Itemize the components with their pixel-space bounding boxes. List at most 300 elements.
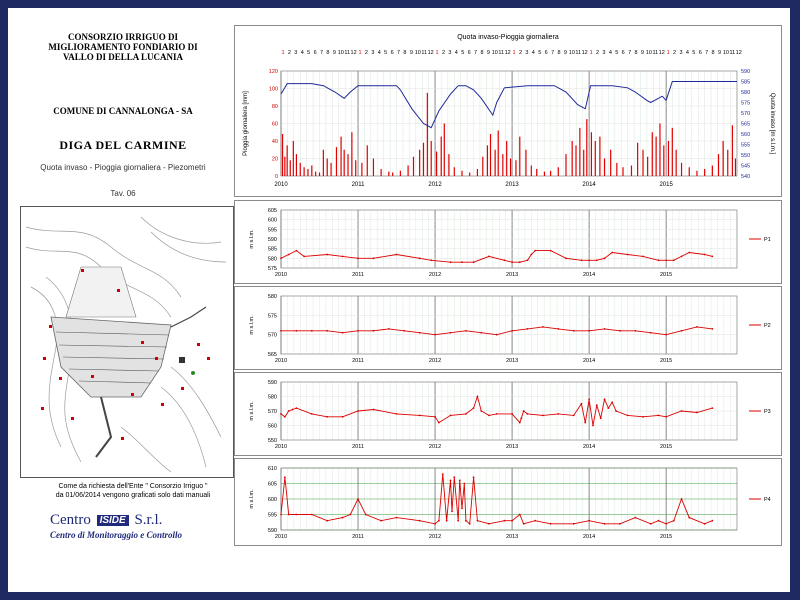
piezometer-point (365, 514, 367, 516)
rain-bar (544, 172, 545, 176)
piezometer-point (459, 480, 461, 482)
piezometer-point (326, 416, 328, 418)
panel-piezometer-p1 (234, 200, 782, 284)
piezometer-point (296, 250, 298, 252)
piezometer-point (438, 520, 440, 522)
year-tick-label: 2015 (660, 272, 673, 278)
piezometer-point (534, 250, 536, 252)
piezometer-point (542, 326, 544, 328)
month-tick-label: 11 (652, 50, 659, 56)
piezometer-point (611, 252, 613, 254)
month-tick-label: 8 (634, 50, 638, 56)
month-tick-label: 8 (480, 50, 484, 56)
piezometer-point (430, 259, 432, 261)
y-tick-label: 580 (267, 394, 277, 401)
piezometer-point (588, 399, 590, 401)
piezometer-point (619, 330, 621, 332)
year-tick-label: 2015 (660, 358, 673, 364)
year-tick-label: 2014 (582, 182, 596, 188)
rain-bar (558, 167, 559, 176)
piezometer-point (681, 410, 683, 412)
year-tick-label: 2011 (351, 182, 365, 188)
month-tick-label: 5 (615, 50, 619, 56)
rain-bar (367, 145, 368, 176)
organization-line-2: MIGLIORAMENTO FONDIARIO DI (48, 42, 198, 52)
piezometer-point (627, 414, 629, 416)
y-tick-label: 600 (267, 217, 277, 224)
y-tick-label: 100 (268, 86, 278, 93)
rain-bar (469, 173, 470, 177)
piezometer-point (681, 330, 683, 332)
rain-bar (575, 145, 576, 176)
legend-label: P1 (764, 237, 771, 243)
piezometer-point (284, 416, 286, 418)
piezometer-point (527, 328, 529, 330)
y2-tick-label: 580 (741, 90, 751, 96)
company-logo (50, 512, 162, 529)
piezometer-point (280, 413, 282, 415)
rain-bar (482, 157, 483, 176)
rain-bar (400, 171, 401, 176)
month-tick-label: 10 (568, 50, 575, 56)
piezometer-point (453, 476, 455, 478)
rain-bar (315, 172, 316, 176)
piezometer-point (419, 332, 421, 334)
rain-bar (361, 163, 362, 176)
rain-bar (441, 137, 442, 176)
piezometer-point (519, 261, 521, 263)
piezometer-point (463, 483, 465, 485)
piezometer-point (450, 332, 452, 334)
month-tick-label: 7 (628, 50, 632, 56)
piezometer-point (696, 326, 698, 328)
chart-piezometer-p4 (235, 459, 781, 545)
rain-bar (672, 128, 673, 176)
piezometer-point (280, 330, 282, 332)
piezometer-point (665, 416, 667, 418)
chart-piezometer-p3 (235, 373, 781, 455)
year-tick-label: 2015 (659, 182, 673, 188)
rain-bar (723, 141, 724, 176)
year-tick-label: 2011 (352, 444, 364, 450)
piezometer-point (388, 328, 390, 330)
piezometer-point (465, 520, 467, 522)
y-tick-label: 595 (267, 512, 277, 519)
piezometer-point (446, 520, 448, 522)
y-tick-label: 40 (271, 139, 278, 145)
month-tick-label: 10 (645, 50, 652, 56)
piezometer-point (681, 256, 683, 258)
rain-bar (388, 172, 389, 176)
month-tick-label: 4 (685, 50, 689, 56)
piezometer-point (607, 407, 609, 409)
piezometer-point (557, 328, 559, 330)
rain-bar (282, 134, 283, 176)
rain-bar (311, 166, 312, 177)
y-axis-label: m s.l.m. (249, 229, 255, 249)
piezometer-point (311, 413, 313, 415)
month-tick-label: 1 (435, 50, 439, 56)
piezometer-point (615, 410, 617, 412)
rain-bar (586, 119, 587, 176)
piezometer-point (604, 523, 606, 525)
rain-bar (347, 154, 348, 176)
month-tick-label: 11 (729, 50, 736, 56)
month-tick-label: 7 (705, 50, 709, 56)
month-tick-label: 8 (403, 50, 407, 56)
piezometer-point (604, 257, 606, 259)
piezometer-point (288, 514, 290, 516)
rain-bar (344, 150, 345, 176)
month-tick-label: 3 (448, 50, 452, 56)
rain-bar (659, 124, 660, 177)
rain-bar (381, 169, 382, 176)
rain-bar (681, 163, 682, 176)
y-tick-label: 565 (267, 352, 277, 358)
logo-text-left: Centro (50, 512, 91, 528)
year-tick-label: 2013 (505, 534, 519, 540)
rain-bar (732, 125, 733, 176)
year-tick-label: 2012 (428, 182, 442, 188)
rain-bar (591, 132, 592, 176)
y-tick-label: 120 (268, 69, 278, 75)
piezometer-point (450, 480, 452, 482)
rain-bar (572, 141, 573, 176)
year-tick-label: 2012 (428, 444, 442, 450)
month-tick-label: 2 (673, 50, 677, 56)
piezometer-point (642, 256, 644, 258)
piezometer-point (503, 259, 505, 261)
rain-bar (565, 154, 566, 176)
piezometer-point (519, 514, 521, 516)
piezometer-point (473, 407, 475, 409)
rain-bar (579, 128, 580, 176)
piezometer-point (473, 476, 475, 478)
month-tick-label: 6 (698, 50, 702, 56)
rain-bar (330, 163, 331, 176)
rain-bar (448, 154, 449, 176)
year-tick-label: 2014 (582, 534, 596, 540)
month-tick-label: 6 (467, 50, 471, 56)
y-tick-label: 610 (267, 466, 277, 472)
y-tick-label: 605 (267, 208, 277, 214)
month-tick-label: 2 (518, 50, 523, 56)
month-tick-label: 12 (581, 50, 588, 56)
piezometer-point (634, 517, 636, 519)
piezometer-point (711, 256, 713, 258)
y-tick-label: 60 (271, 121, 278, 128)
rain-bar (355, 160, 356, 176)
month-tick-label: 10 (414, 50, 421, 56)
rain-bar (419, 150, 420, 176)
piezometer-point (396, 413, 398, 415)
month-tick-label: 5 (461, 50, 465, 56)
year-tick-label: 2014 (582, 358, 596, 364)
piezometer-point (527, 259, 529, 261)
rain-bar (689, 167, 690, 176)
year-tick-label: 2012 (428, 272, 442, 278)
piezometer-point (461, 507, 463, 509)
piezometer-point (373, 409, 375, 411)
piezometer-point (488, 256, 490, 258)
piezometer-point (488, 523, 490, 525)
rain-bar (336, 147, 337, 176)
piezometer-point (627, 254, 629, 256)
month-tick-label: 10 (337, 50, 344, 56)
piezometer-point (650, 332, 652, 334)
piezometer-point (342, 332, 344, 334)
piezometer-point (461, 261, 463, 263)
piezometer-point (465, 413, 467, 415)
month-tick-label: 9 (332, 50, 336, 56)
y2-tick-label: 575 (741, 100, 751, 107)
piezometer-point (357, 330, 359, 332)
piezometer-point (438, 422, 440, 424)
rain-bar (413, 157, 414, 176)
year-tick-label: 2014 (582, 272, 596, 278)
month-tick-label: 12 (427, 50, 434, 56)
month-tick-label: 4 (531, 50, 535, 56)
panel-piezometer-p3 (234, 372, 782, 456)
report-sheet (8, 8, 790, 592)
piezometer-point (357, 498, 359, 500)
y2-tick-label: 565 (741, 121, 751, 128)
month-tick-label: 2 (595, 50, 600, 56)
year-tick-label: 2011 (352, 358, 364, 364)
rain-bar (519, 137, 520, 176)
rain-bar (656, 137, 657, 176)
organization-name (28, 32, 218, 62)
rain-bar (340, 137, 341, 176)
municipality-title: COMUNE DI CANNALONGA - SA (53, 106, 193, 116)
panel-piezometer-p4 (234, 458, 782, 546)
rain-bar (604, 159, 605, 177)
chart-piezometer-p1 (235, 201, 781, 283)
month-tick-label: 3 (525, 50, 529, 56)
rain-bar (718, 154, 719, 176)
piezometer-point (473, 261, 475, 263)
month-tick-label: 2 (441, 50, 446, 56)
rain-bar (304, 167, 305, 176)
month-tick-label: 12 (735, 50, 742, 56)
rain-bar (431, 141, 432, 176)
rain-bar (327, 159, 328, 177)
month-tick-label: 4 (454, 50, 458, 56)
month-tick-label: 11 (575, 50, 582, 56)
y-axis-label: m s.l.m. (249, 315, 255, 335)
rain-bar (510, 159, 511, 177)
rain-bar (663, 145, 664, 176)
piezometer-point (557, 413, 559, 415)
rain-bar (631, 166, 632, 177)
piezometer-point (665, 259, 667, 261)
y-tick-label: 595 (267, 227, 277, 234)
piezometer-point (634, 330, 636, 332)
month-tick-label: 1 (589, 50, 593, 56)
piezometer-point (450, 414, 452, 416)
rain-bar (668, 141, 669, 176)
piezometer-point (342, 517, 344, 519)
piezometer-point (511, 261, 513, 263)
piezometer-point (380, 520, 382, 522)
piezometer-point (573, 523, 575, 525)
month-tick-label: 2 (287, 50, 291, 56)
piezometer-point (511, 520, 513, 522)
rain-bar (550, 171, 551, 176)
year-tick-label: 2013 (505, 272, 519, 278)
rain-bar (498, 131, 499, 177)
month-tick-label: 11 (498, 50, 505, 56)
piezometer-point (496, 334, 498, 336)
legend-label: P4 (764, 497, 771, 503)
rain-bar (525, 150, 526, 176)
month-tick-label: 1 (512, 50, 516, 56)
piezometer-point (696, 412, 698, 414)
piezometer-point (596, 259, 598, 261)
rain-bar (502, 154, 503, 176)
y2-tick-label: 555 (741, 142, 751, 149)
piezometer-point (296, 407, 298, 409)
piezometer-point (326, 520, 328, 522)
y-tick-label: 575 (267, 313, 277, 320)
year-tick-label: 2010 (274, 534, 288, 540)
piezometer-point (673, 259, 675, 261)
month-tick-label: 4 (377, 50, 381, 56)
piezometer-point (658, 414, 660, 416)
piezometer-point (419, 257, 421, 259)
data-note (28, 482, 238, 500)
piezometer-point (665, 334, 667, 336)
month-tick-label: 5 (538, 50, 542, 56)
y-axis-label: m s.l.m. (249, 489, 255, 509)
piezometer-point (419, 520, 421, 522)
piezometer-point (469, 523, 471, 525)
rain-bar (712, 166, 713, 177)
rain-bar (676, 150, 677, 176)
piezometer-point (688, 252, 690, 254)
piezometer-point (311, 330, 313, 332)
month-tick-label: 12 (350, 50, 357, 56)
chart-piezometer-p2 (235, 287, 781, 369)
piezometer-point (292, 409, 294, 411)
report-subtitle: Quota invaso - Pioggia giornaliera - Piezometri (40, 163, 206, 172)
piezometer-point (477, 396, 479, 398)
logo-text-right: S.r.l. (134, 512, 163, 528)
month-tick-label: 4 (300, 50, 304, 56)
piezometer-point (642, 416, 644, 418)
piezometer-point (681, 498, 683, 500)
y-tick-label: 600 (267, 497, 277, 503)
piezometer-point (600, 417, 602, 419)
piezometer-point (673, 520, 675, 522)
piezometer-point (288, 410, 290, 412)
y-tick-label: 590 (267, 528, 277, 534)
y2-axis-label: Quota invaso [m s.l.m.] (769, 92, 775, 155)
rain-bar (735, 159, 736, 177)
piezometer-point (503, 520, 505, 522)
piezometer-point (527, 413, 529, 415)
piezometer-point (704, 523, 706, 525)
y-tick-label: 570 (267, 409, 277, 415)
rain-bar (637, 143, 638, 176)
month-tick-label: 5 (307, 50, 311, 56)
data-note-line-1: Come da richiesta dell'Ente " Consorzio Irriguo " (58, 483, 208, 490)
piezometer-point (357, 257, 359, 259)
piezometer-point (596, 404, 598, 406)
piezometer-point (496, 413, 498, 415)
piezometer-point (488, 414, 490, 416)
piezometer-point (396, 517, 398, 519)
year-tick-label: 2010 (274, 272, 288, 278)
y-tick-label: 580 (267, 256, 277, 263)
year-tick-label: 2010 (274, 358, 288, 364)
year-tick-label: 2015 (660, 534, 673, 540)
rain-bar (583, 150, 584, 176)
piezometer-point (342, 256, 344, 258)
piezometer-point (342, 416, 344, 418)
piezometer-point (658, 520, 660, 522)
piezometer-point (523, 410, 525, 412)
piezometer-point (434, 334, 436, 336)
piezometer-point (534, 520, 536, 522)
rain-bar (351, 132, 352, 176)
year-tick-label: 2014 (582, 444, 596, 450)
piezometer-point (357, 410, 359, 412)
y2-tick-label: 550 (741, 153, 751, 159)
rain-bar (290, 160, 291, 176)
y-tick-label: 560 (267, 423, 277, 430)
month-tick-label: 12 (658, 50, 665, 56)
piezometer-point (704, 254, 706, 256)
year-tick-label: 2012 (428, 358, 442, 364)
piezometer-point (573, 414, 575, 416)
piezometer-point (711, 407, 713, 409)
piezometer-point (450, 261, 452, 263)
y2-tick-label: 545 (741, 163, 751, 170)
piezometer-point (573, 330, 575, 332)
piezometer-point (311, 514, 313, 516)
y2-tick-label: 585 (741, 79, 751, 86)
rain-bar (427, 93, 428, 176)
company-tagline: Centro di Monitoraggio e Controllo (50, 530, 183, 540)
month-tick-label: 9 (486, 50, 490, 56)
rain-bar (436, 152, 437, 177)
legend-label: P3 (764, 409, 771, 415)
rain-bar (536, 169, 537, 176)
rain-bar (477, 169, 478, 176)
piezometer-point (349, 514, 351, 516)
piezometer-point (280, 514, 282, 516)
month-tick-label: 3 (294, 50, 298, 56)
table-number: Tav. 06 (110, 189, 136, 198)
piezometer-point (619, 523, 621, 525)
piezometer-point (581, 403, 583, 405)
month-tick-label: 6 (313, 50, 317, 56)
piezometer-point (565, 257, 567, 259)
month-tick-label: 7 (319, 50, 324, 56)
y-tick-label: 605 (267, 481, 277, 488)
rain-bar (454, 167, 455, 176)
rain-bar (506, 141, 507, 176)
piezometer-point (588, 330, 590, 332)
data-note-line-2: da 01/06/2014 vengono graficati solo dati manuali (55, 492, 211, 499)
chart-quota-pioggia (235, 26, 781, 196)
month-tick-label: 10 (491, 50, 498, 56)
piezometer-point (581, 259, 583, 261)
year-tick-label: 2011 (352, 534, 364, 540)
y2-tick-label: 590 (741, 69, 751, 75)
year-tick-label: 2012 (428, 534, 442, 540)
